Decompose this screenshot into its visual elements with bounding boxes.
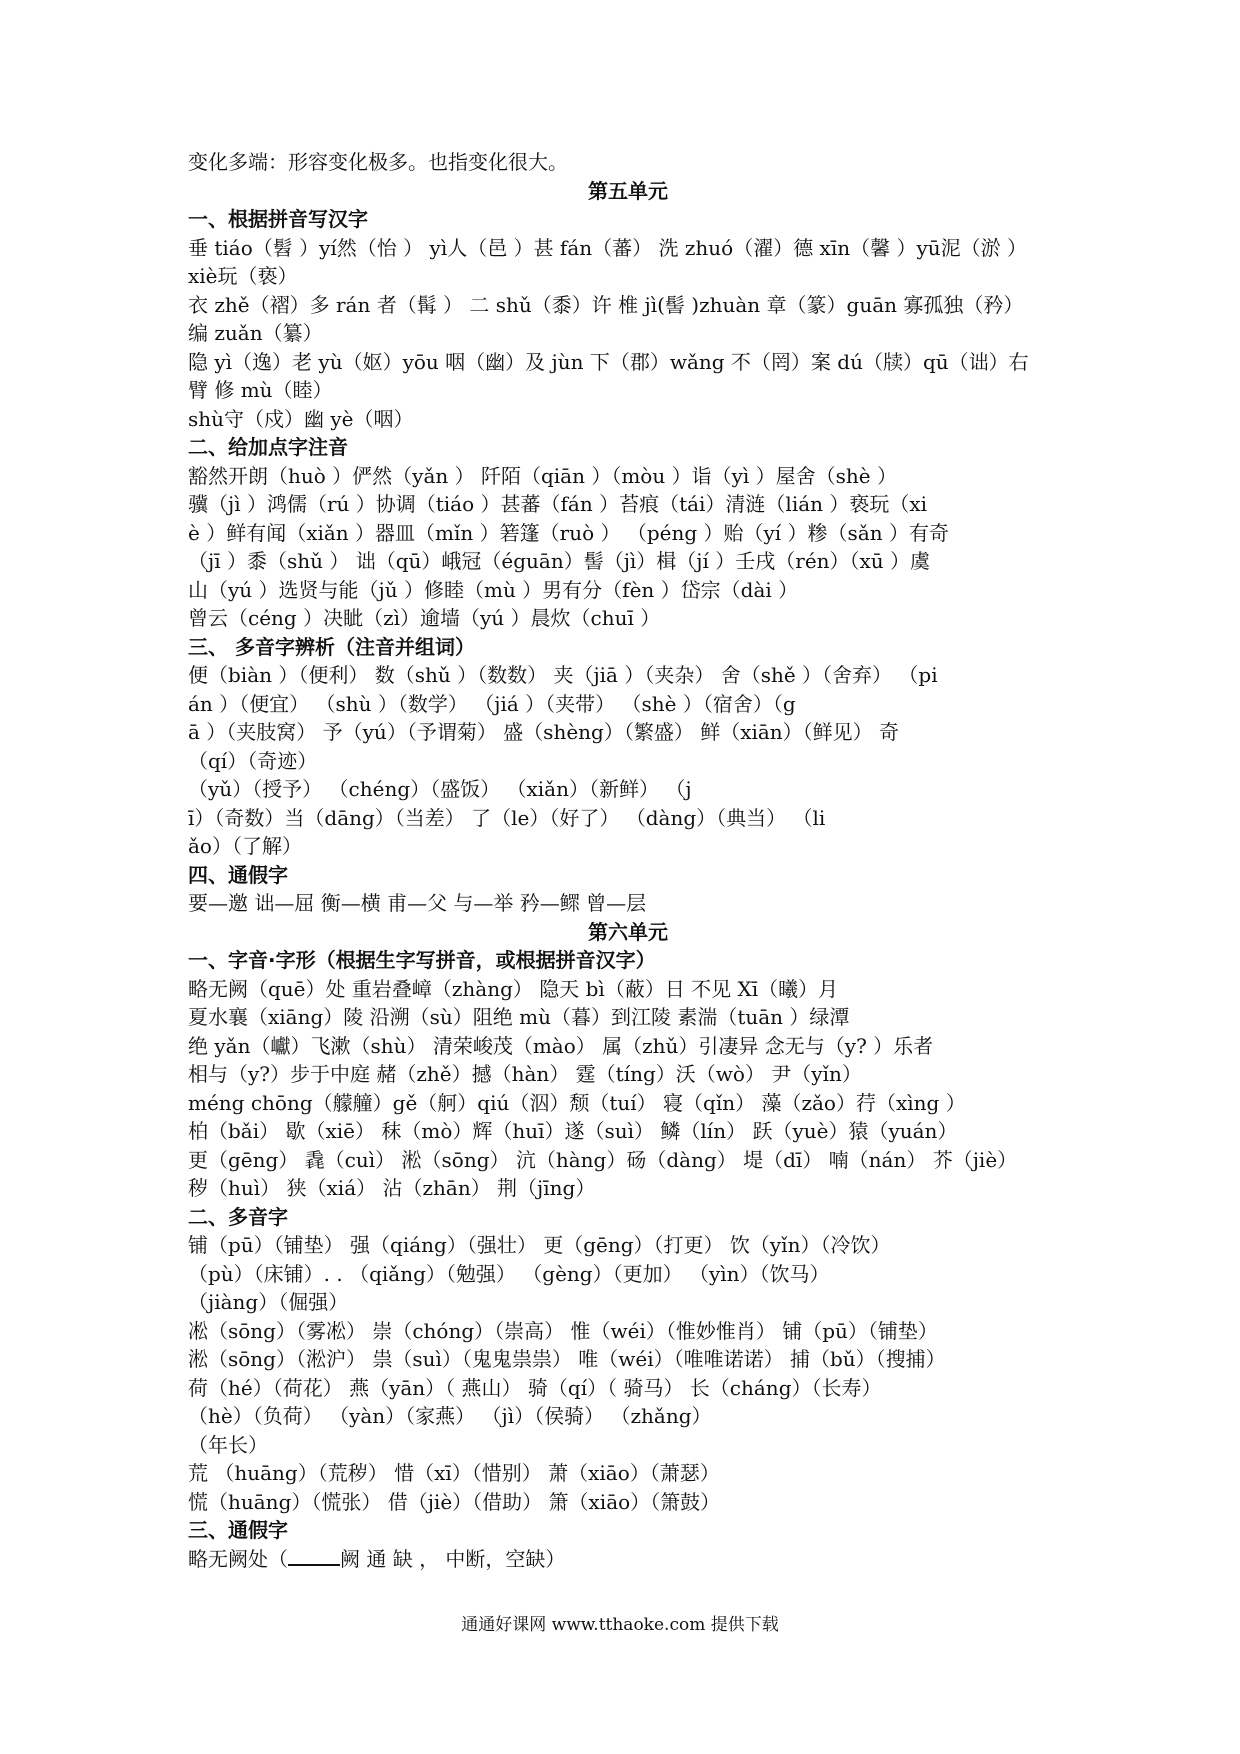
answer-blank	[288, 1546, 340, 1566]
text-line: 山（yú ）选贤与能（jǔ ）修睦（mù ）男有分（fèn ）岱宗（dài ）	[188, 577, 799, 602]
text-line: 淞（sōng）（淞沪） 祟（suì）（鬼鬼祟祟） 唯（wéi）（唯唯诺诺） 捕（bǔ）（搜捕）	[188, 1347, 946, 1371]
text-line: 秽（huì） 狭（xiá） 沾（zhān） 荆（jīng）	[188, 1176, 596, 1200]
text-line: 豁然开朗（huò ）俨然（yǎn ） 阡陌（qiān ）（mòu ）诣（yì ）屋舍（shè ）	[188, 463, 897, 488]
text-line: 变化多端：形容变化极多。也指变化很大。	[188, 150, 568, 174]
text-line: （yǔ）（授予） （chéng）（盛饭） （xiǎn）（新鲜） （j	[188, 777, 692, 801]
text-line: 编 zuǎn（纂）	[188, 321, 323, 345]
text-line: （jiàng）（倔强）	[188, 1290, 349, 1314]
text-line: 曾云（céng ）决眦（zì）逾墙（yú ）晨炊（chuī ）	[188, 606, 661, 630]
text-line-last	[188, 1545, 1068, 1574]
section-heading: 一、根据拼音写汉字	[188, 207, 368, 231]
text-line: 夏水襄（xiāng）陵 沿溯（sù）阻绝 mù（暮）到江陵 素湍（tuān ）绿潭	[188, 1005, 850, 1029]
text-line: （qí）（奇迹）	[188, 748, 318, 773]
text-line: （pù）（床铺）. . （qiǎng）（勉强） （gèng）（更加） （yìn）（饮马）	[188, 1261, 830, 1286]
section-heading: 一、字音·字形（根据生字写拼音，或根据拼音汉字）	[188, 948, 656, 972]
unit-title: 第六单元	[588, 919, 668, 944]
text-line: ī）（奇数）当（dāng）（当差） 了（le）（好了） （dàng）（典当） （li	[188, 805, 826, 830]
document-body	[188, 148, 1068, 1573]
text-line: ǎo）（了解）	[188, 834, 302, 858]
text-line: è ）鲜有闻（xiǎn ）器皿（mǐn ）箬篷（ruò ） （péng ）贻（yí ）糁（sǎn ）有奇	[188, 520, 949, 545]
text-line: xiè玩（亵）	[188, 264, 298, 288]
text-line: 衣 zhě（褶）多 rán 者（髯 ） 二 shǔ（黍）许 椎 jì(髻 )zhuàn 章（篆）guān 寡孤独（矜）	[188, 292, 1024, 317]
text-line: ā ）（夹肢窝） 予（yú）（予谓菊） 盛（shèng）（繁盛） 鲜（xiān）（鲜见） 奇	[188, 720, 900, 744]
section-heading: 三、通假字	[188, 1518, 288, 1542]
last-line-middle: 阙 通 缺 ， 中断，空缺）	[340, 1546, 566, 1571]
last-line-prefix: 略无阙处（	[188, 1546, 288, 1571]
text-line: 更（gēng） 毳（cuì） 淞（sōng） 沆（hàng）砀（dàng） 堤（dī） 喃（nán） 芥（jiè）	[188, 1147, 1018, 1172]
text-line: 臂 修 mù（睦）	[188, 378, 333, 402]
text-line: （hè）（负荷） （yàn）（家燕） （jì）（侯骑） （zhǎng）	[188, 1404, 712, 1428]
text-line: 相与（y?）步于中庭 赭（zhě）撼（hàn） 霆（tíng）沃（wò） 尹（yǐn）	[188, 1062, 862, 1086]
text-line: 要—邀 诎—屈 衡—横 甫—父 与—举 矜—鳏 曾—层	[188, 891, 647, 915]
section-heading: 二、多音字	[188, 1204, 288, 1229]
text-line: méng chōng（艨艟）gě（舸）qiú（泅）颓（tuí） 寝（qǐn） 藻（zǎo）荇（xìng ）	[188, 1090, 966, 1115]
unit-title: 第五单元	[588, 178, 668, 203]
section-heading: 四、通假字	[188, 862, 288, 887]
section-heading: 二、给加点字注音	[188, 435, 348, 459]
text-line: 便（biàn ）（便利） 数（shǔ ）（数数） 夹（jiā ）（夹杂） 舍（shě ）（舍弃） （pi	[188, 663, 938, 687]
text-line: 凇（sōng）（雾凇） 崇（chóng）（崇高） 惟（wéi）（惟妙惟肖） 铺（pū）（铺垫）	[188, 1318, 938, 1343]
text-line: 荷（hé）（荷花） 燕（yān）（ 燕山） 骑（qí）（ 骑马） 长（cháng）（长寿）	[188, 1375, 882, 1400]
text-line: （年长）	[188, 1432, 268, 1457]
text-line: 垂 tiáo（髫 ）yí然（怡 ） yì人（邑 ）甚 fán（蕃） 洗 zhuó（濯）德 xīn（馨 ）yū泥（淤 ）	[188, 235, 1028, 260]
text-line: 略无阙（quē）处 重岩叠嶂（zhàng） 隐天 bì（蔽）日 不见 Xī（曦）月	[188, 976, 839, 1001]
text-line: 荒 （huāng）（荒秽） 惜（xī）（惜别） 萧（xiāo）（萧瑟）	[188, 1461, 720, 1485]
text-line: 骥（jì ）鸿儒（rú ）协调（tiáo ）甚蕃（fán ）苔痕（tái）清涟（lián ）亵玩（xi	[188, 492, 928, 516]
footer-text: 通通好课网 www.tthaoke.com 提供下载	[461, 1615, 779, 1635]
text-line: 铺（pū）（铺垫） 强（qiáng）（强壮） 更（gēng）（打更） 饮（yǐn）（冷饮）	[188, 1233, 891, 1257]
section-heading: 三、 多音字辨析（注音并组词）	[188, 634, 475, 659]
text-line: 隐 yì（逸）老 yù（妪）yōu 咽（幽）及 jùn 下（郡）wǎng 不（罔）案 dú（牍）qū（诎）右	[188, 349, 1029, 374]
text-line: shù守（戍）幽 yè（咽）	[188, 406, 414, 431]
text-line: 柏（bǎi） 歇（xiē） 秣（mò）辉（huī）遂（suì） 鳞（lín） 跃（yuè）猿（yuán）	[188, 1119, 958, 1143]
text-line: 慌（huāng）（慌张） 借（jiè）（借助） 箫（xiāo）（箫鼓）	[188, 1489, 721, 1514]
text-line: án ）（便宜） （shù ）（数学） （jiá ）（夹带） （shè ）（宿舍）（g	[188, 691, 796, 716]
text-line: （jī ）黍（shǔ ） 诎（qū）峨冠（éguān）髻（jì）楫（jí ）壬戌（rén）（xū ）虞	[188, 549, 931, 573]
text-line: 绝 yǎn（巘）飞漱（shù） 清荣峻茂（mào） 属（zhǔ）引凄异 念无与（y? ）乐者	[188, 1033, 934, 1058]
